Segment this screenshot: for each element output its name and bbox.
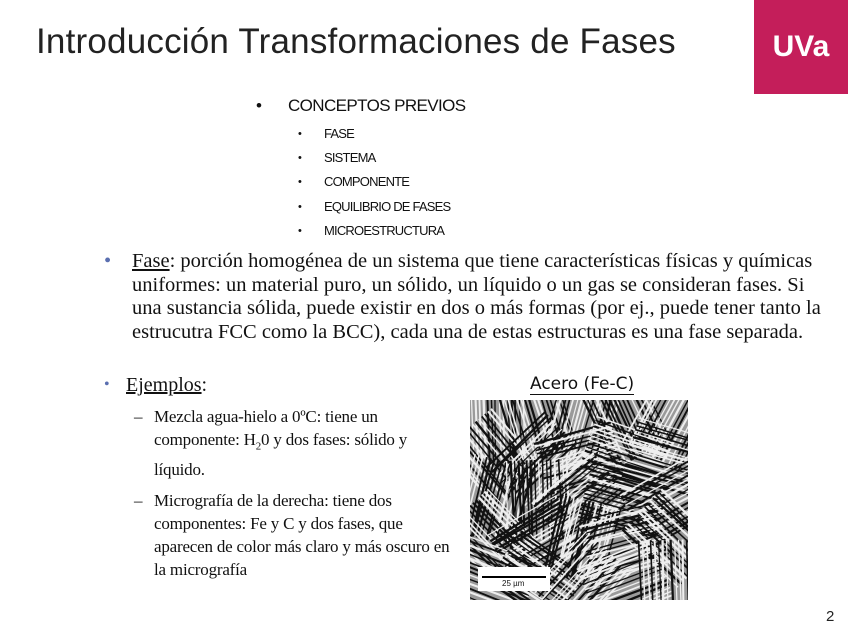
example-text: 0 y dos fases: sólido y líquido. bbox=[154, 430, 408, 480]
concept-item: • FASE bbox=[256, 122, 465, 146]
concept-item: • COMPONENTE bbox=[256, 170, 465, 194]
scale-bar bbox=[478, 567, 550, 591]
example-item bbox=[104, 489, 454, 581]
concepts-list bbox=[256, 96, 465, 243]
fase-term: Fase bbox=[132, 250, 170, 272]
examples-section bbox=[104, 374, 454, 581]
bullet-icon: • bbox=[104, 250, 112, 272]
figure-caption-text: Acero (Fe-C) bbox=[530, 374, 635, 394]
slide-number: 2 bbox=[826, 608, 835, 625]
dash-icon: – bbox=[134, 491, 143, 511]
slide-title: Introducción Transformaciones de Fases bbox=[36, 22, 676, 61]
examples-heading-text: Ejemplos bbox=[126, 374, 202, 396]
concepts-heading: • CONCEPTOS PREVIOS bbox=[256, 96, 465, 116]
example-text: Mezcla agua-hielo a 0ºC: tiene un componente: H bbox=[154, 407, 378, 449]
concepts-items bbox=[256, 122, 465, 243]
dash-icon: – bbox=[134, 407, 143, 426]
subscript: 2 bbox=[255, 440, 262, 453]
concept-item: • EQUILIBRIO DE FASES bbox=[256, 195, 465, 219]
example-item bbox=[104, 405, 454, 481]
figure-caption bbox=[530, 374, 634, 394]
concept-item: • SISTEMA bbox=[256, 146, 465, 170]
scale-bar-label: 25 µm bbox=[502, 579, 525, 588]
fase-definition-text: : porción homogénea de un sistema que tiene características físicas y químicas uniformes: un material puro, un sólido, un líquido o un gas se consideran fases. Si una sustancia sólida, puede existir en dos o más formas (por ej., puede tener tanto la estrucutra FCC como la BCC), cada una de estas estructuras es una fase separada. bbox=[132, 250, 821, 343]
scale-bar-line bbox=[482, 576, 546, 578]
example-text: Micrografía de la derecha: tiene dos componentes: Fe y C y dos fases, que aparecen de color más claro y más oscuro en la micrografía bbox=[154, 491, 450, 580]
examples-heading bbox=[104, 374, 454, 397]
fase-text bbox=[132, 250, 824, 344]
concept-item: • MICROESTRUCTURA bbox=[256, 219, 465, 243]
examples-heading-colon: : bbox=[201, 374, 208, 396]
uva-logo: UVa bbox=[754, 0, 848, 94]
fase-definition bbox=[104, 250, 824, 344]
